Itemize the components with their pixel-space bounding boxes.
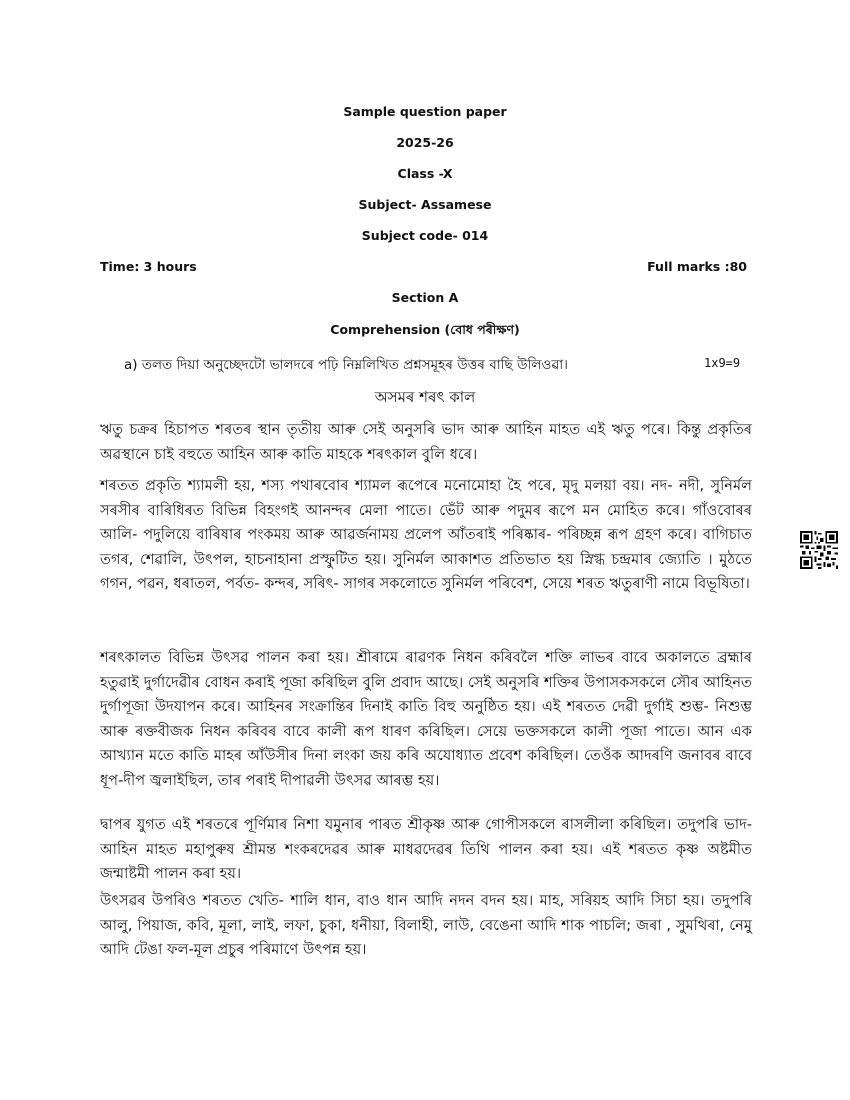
subject-code: Subject code- 014 xyxy=(361,228,489,243)
subject-label: Subject- Assamese xyxy=(358,197,492,212)
question-instruction: a) তলত দিয়া অনুচ্ছেদটো ভালদৰে পঢ়ি নিম্নলিখিত প্ৰশ্নসমূহৰ উত্তৰ বাছি উলিওৱা। xyxy=(124,357,568,373)
passage-paragraph-4: দ্বাপৰ যুগত এই শৰতৰে পূৰ্ণিমাৰ নিশা যমুনাৰ পাৰত শ্ৰীকৃষ্ণ আৰু গোপীসকলে ৰাসলীলা কৰিছিল। তদুপৰি ভাদ- আহিন মাহত মহাপুৰুষ শ্ৰীমন্ত শংকৰদেৱৰ আৰু মাধৱদেৱৰ তিথি পালন কৰা হয়। এই শৰতত কৃষ্ণ অষ্টমীত জন্মাষ্টমী পালন কৰা হয়। xyxy=(100,816,752,882)
full-marks-label: Full marks :80 xyxy=(647,259,747,274)
passage-paragraph-2: শৰতত প্ৰকৃতি শ্যামলী হয়, শস্য পথাৰবোৰ শ্যামল ৰূপেৰে মনোমোহা হৈ পৰে, মৃদু মলয়া বয়। নদ- নদী, সুনিৰ্মল সৰসীৰ বাৰিধিৰত বিভিন্ন বিহংগই আনন্দৰ মেলা পাতে। ভেঁট আৰু পদুমৰ ৰূপে মন মোহিত কৰে। গাঁওবোৰৰ আলি- পদুলিয়ে বাৰিষাৰ পংকময় আৰু আৱৰ্জনাময় প্ৰলেপ আঁতৰাই পৰিষ্কাৰ- পৰিচ্ছন্ন ৰূপ গ্ৰহণ কৰে। বাগিচাত তগৰ, শেৱালি, উৎপল, হাচনাহানা প্ৰস্ফুটিত হয়। সুনিৰ্মল আকাশত প্ৰতিভাত হয় স্নিগ্ধ চন্দ্ৰমাৰ জ্যোতি । মুঠতে গগন, পৱন, ধৰাতল, পৰ্বত- কন্দৰ, সৰিৎ- সাগৰ সকলোতে সুনিৰ্মল পৰিবেশ, সেয়ে শৰত ঋতুৰাণী নামে বিভূষিতা। xyxy=(100,477,752,592)
passage-paragraph-1: ঋতু চক্ৰৰ হিচাপত শৰতৰ স্থান তৃতীয় আৰু সেই অনুসৰি ভাদ আৰু আহিন মাহত এই ঋতু পৰে। কিন্তু প্ৰকৃতিৰ অৱস্থানে চাই বহুতে আহিন আৰু কাতি মাহকে শৰৎকাল বুলি ধৰে। xyxy=(100,421,752,463)
passage-paragraph-5: উৎসৱৰ উপৰিও শৰতত খেতি- শালি ধান, বাও ধান আদি নদন বদন হয়। মাহ, সৰিয়হ আদি সিচা হয়। তদুপৰি আলু, পিয়াজ, কবি, মূলা, লাই, লফা, চুকা, ধনীয়া, বিলাহী, লাউ, বেঙেনা আদি শাক পাচলি; জৰা , সুমথিৰা, নেমু আদি টেঙা ফল-মূল প্ৰচুৰ পৰিমাণে উৎপন্ন হয়। xyxy=(100,892,752,958)
qr-code-icon[interactable] xyxy=(800,531,838,569)
time-label: Time: 3 hours xyxy=(100,259,197,274)
doc-title: Sample question paper xyxy=(343,104,507,119)
class-label: Class -X xyxy=(397,166,453,181)
question-marks: 1x9=9 xyxy=(704,356,741,370)
session-year: 2025-26 xyxy=(396,135,454,150)
section-subtitle: Comprehension (বোধ পৰীক্ষণ) xyxy=(330,322,520,337)
section-title: Section A xyxy=(391,290,459,305)
passage-paragraph-3: শৰৎকালত বিভিন্ন উৎসৱ পালন কৰা হয়। শ্ৰীৰামে ৰাৱণক নিধন কৰিবলৈ শক্তি লাভৰ বাবে অকালতে ব্ৰহ্মাৰ হতুৱাই দুৰ্গাদেৱীৰ বোধন কৰাই পূজা কৰিছিল বুলি প্ৰবাদ আছে। সেই অনুসৰি শক্তিৰ উপাসকসকলে সৌৰ আহিনত দুৰ্গাপূজা উদযাপন কৰে। আহিনৰ সংক্ৰান্তিৰ দিনাই কাতি বিহু অনুষ্ঠিত হয়। এই শৰতত দেৱী দুৰ্গাই শুম্ভ- নিশুম্ভ আৰু ৰক্তবীজক নিধন কৰিবৰ বাবে কালী ৰূপ ধাৰণ কৰিছিল। সেয়ে ভক্তসকলে কালী পূজা পাতে। আন এক আখ্যান মতে কাতি মাহৰ আঁউসীৰ দিনা লংকা জয় কৰি অযোধ্যাত প্ৰবেশ কৰিছিল। তেওঁক আদৰণি জনাবৰ বাবে ধূপ-দীপ জ্বলাইছিল, তাৰ পৰাই দীপাৱলী উৎসৱ আৰম্ভ হয়। xyxy=(100,649,752,789)
passage-title: অসমৰ শৰৎ কাল xyxy=(374,388,476,406)
